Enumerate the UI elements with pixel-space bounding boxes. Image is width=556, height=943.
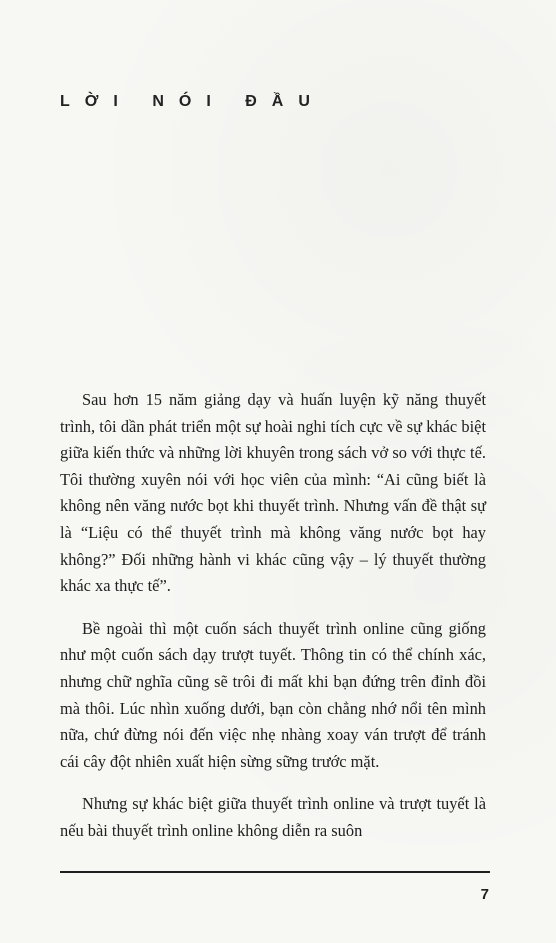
- paragraph-1: Sau hơn 15 năm giảng dạy và huấn luyện kỹ năng thuyết trình, tôi dần phát triển một sự hoài nghi tích cực về sự khác biệt giữa kiến thức và những lời khuyên trong sách vở so với thực tế. Tôi thường xuyên nói với học viên của mình: “Ai cũng biết là không nên văng nước bọt khi thuyết trình. Nhưng vấn đề thật sự là “Liệu có thể thuyết trình mà không văng nước bọt hay không?” Đối những hành vi khác cũng vậy – lý thuyết thường khác xa thực tế”.: [60, 390, 486, 596]
- page-heading: LỜI NÓI ĐẦU: [60, 93, 325, 110]
- page-number: 7: [480, 886, 489, 903]
- body-text: [60, 387, 486, 861]
- footer-divider: [60, 871, 490, 873]
- paragraph-3: Nhưng sự khác biệt giữa thuyết trình online và trượt tuyết là nếu bài thuyết trình online không diễn ra suôn: [60, 794, 486, 840]
- paragraph-2: Bề ngoài thì một cuốn sách thuyết trình online cũng giống như một cuốn sách dạy trượt tuyết. Thông tin có thể chính xác, nhưng chữ nghĩa cũng sẽ trôi đi mất khi bạn đứng trên đỉnh đồi mà thôi. Lúc nhìn xuống dưới, bạn còn chẳng nhớ nổi tên mình nữa, chứ đừng nói đến việc nhẹ nhàng xoay ván trượt để tránh cái cây đột nhiên xuất hiện sừng sững trước mặt.: [60, 618, 486, 771]
